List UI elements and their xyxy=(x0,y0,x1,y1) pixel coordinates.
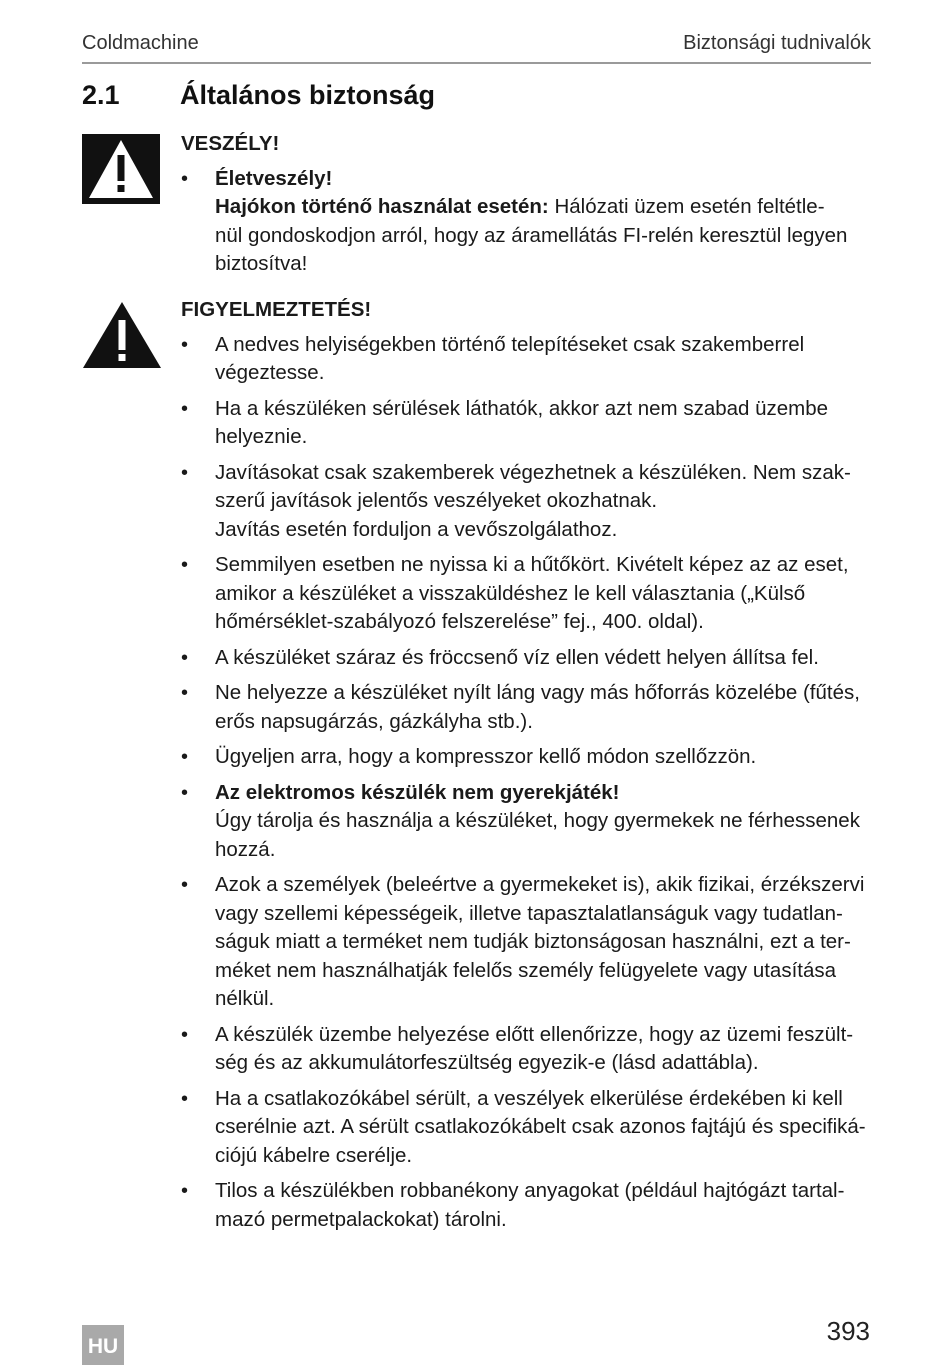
list-item-line: cserélnie azt. A sérült csatlakozókábelt csak azonos fajtájú és specifiká- xyxy=(215,1115,866,1138)
section-title: Általános biztonság xyxy=(180,80,436,110)
list-item-line: A nedves helyiségekben történő telepítéseket csak szakemberrel xyxy=(215,332,805,356)
list-item-line: amikor a készüléket a visszaküldéshez le kell választania („Külső xyxy=(215,581,806,605)
list-item-line: Tilos a készülékben robbanékony anyagokat (például hajtógázt tartal- xyxy=(215,1179,845,1202)
list-item-line: szerű javítások jelentős veszélyeket okozhatnak. xyxy=(215,489,658,512)
header-product-name: Coldmachine xyxy=(82,32,199,54)
bullet: • xyxy=(181,682,189,704)
list-item xyxy=(181,165,873,279)
list-item-line: A készülék üzembe helyezése előtt ellenőrizze, hogy az üzemi feszült- xyxy=(215,1022,854,1046)
warning-triangle-icon xyxy=(82,134,160,204)
list-item-line: ságuk miatt a terméket nem tudják biztonságosan használni, ezt a ter- xyxy=(215,930,851,953)
bullet: • xyxy=(181,781,189,804)
list-item xyxy=(181,779,873,865)
list-item-line: ciójú kábelre cserélje. xyxy=(215,1143,413,1167)
list-item xyxy=(181,1085,873,1171)
list-item xyxy=(181,395,873,452)
bullet: • xyxy=(181,554,189,576)
list-item-line: végeztesse. xyxy=(215,361,325,384)
list-item xyxy=(181,644,873,673)
list-item-line: Javításokat csak szakemberek végezhetnek a készüléken. Nem szak- xyxy=(215,460,851,484)
list-item xyxy=(181,459,873,545)
list-item-line: ség és az akkumulátorfeszültség egyezik-e (lásd adattábla). xyxy=(215,1051,759,1074)
section-heading xyxy=(82,80,435,111)
warning-list xyxy=(181,331,873,1235)
bullet: • xyxy=(181,167,189,190)
bullet: • xyxy=(181,746,189,768)
danger-notice xyxy=(181,130,873,286)
list-item-line: erős napsugárzás, gázkályha stb.). xyxy=(215,709,533,733)
list-item-line: helyeznie. xyxy=(215,425,308,448)
language-badge: HU xyxy=(82,1325,124,1365)
list-item xyxy=(181,679,873,736)
list-item-line: Javítás esetén forduljon a vevőszolgálathoz. xyxy=(215,517,618,541)
list-item-line: Ha a készüléken sérülések láthatók, akkor azt nem szabad üzembe xyxy=(215,396,829,420)
warning-signal-word: FIGYELMEZTETÉS! xyxy=(181,298,372,321)
list-item-line: Azok a személyek (beleértve a gyermekeket is), akik fizikai, érzékszervi xyxy=(215,873,865,896)
warning-triangle-icon xyxy=(82,300,162,375)
bullet: • xyxy=(181,1023,189,1046)
list-item-line: Semmilyen esetben ne nyissa ki a hűtőkört. Kivételt képez az az eset, xyxy=(215,553,849,576)
list-item-line: Ügyeljen arra, hogy a kompresszor kellő módon szellőzzön. xyxy=(215,745,757,768)
danger-lead: Hajókon történő használat esetén: xyxy=(215,195,549,218)
list-item-line: méket nem használhatják felelős személy felügyelete vagy utasítása xyxy=(215,958,837,982)
bullet: • xyxy=(181,333,189,356)
page-number: 393 xyxy=(826,1316,870,1346)
danger-heading: Életveszély! xyxy=(215,166,333,190)
bullet: • xyxy=(181,461,189,484)
list-item xyxy=(181,743,873,772)
list-item-line: A készüléket száraz és fröccsenő víz ellen védett helyen állítsa fel. xyxy=(215,645,819,669)
list-item xyxy=(181,1177,873,1234)
list-item-line: Úgy tárolja és használja a készüléket, hogy gyermekek ne férhessenek xyxy=(215,809,860,832)
list-item xyxy=(181,331,873,388)
header-chapter-name: Biztonsági tudnivalók xyxy=(683,32,871,54)
list-item-line: vagy szellemi képességeik, illetve tapasztalatlanságuk vagy tudatlan- xyxy=(215,901,843,925)
danger-signal-word: VESZÉLY! xyxy=(181,132,280,155)
danger-list xyxy=(181,165,873,279)
danger-text-3: biztosítva! xyxy=(215,252,308,275)
bullet: • xyxy=(181,1087,189,1110)
danger-text-1: Hálózati üzem esetén feltétle- xyxy=(548,195,825,218)
list-item xyxy=(181,1021,873,1078)
bullet: • xyxy=(181,1180,189,1202)
bullet: • xyxy=(181,646,189,669)
list-item xyxy=(181,551,873,637)
list-item xyxy=(181,871,873,1014)
danger-text xyxy=(215,193,873,222)
list-item-line: mazó permetpalackokat) tárolni. xyxy=(215,1207,507,1231)
section-number: 2.1 xyxy=(82,80,120,110)
list-item-line: Ha a csatlakozókábel sérült, a veszélyek elkerülése érdekében ki kell xyxy=(215,1086,843,1110)
list-item-line: Ne helyezze a készüléket nyílt láng vagy más hőforrás közelébe (fűtés, xyxy=(215,681,860,704)
danger-text-2: nül gondoskodjon arról, hogy az áramellátás FI-relén keresztül legyen xyxy=(215,223,848,247)
page-header xyxy=(82,30,871,64)
warning-notice xyxy=(181,296,873,1241)
bullet: • xyxy=(181,874,189,896)
list-item-line: hozzá. xyxy=(215,837,276,861)
list-item-line: nélkül. xyxy=(215,987,275,1010)
list-item-line: hőmérséklet-szabályozó felszerelése” fej., 400. oldal). xyxy=(215,610,704,633)
bullet: • xyxy=(181,397,189,420)
list-item-heading: Az elektromos készülék nem gyerekjáték! xyxy=(215,780,620,804)
